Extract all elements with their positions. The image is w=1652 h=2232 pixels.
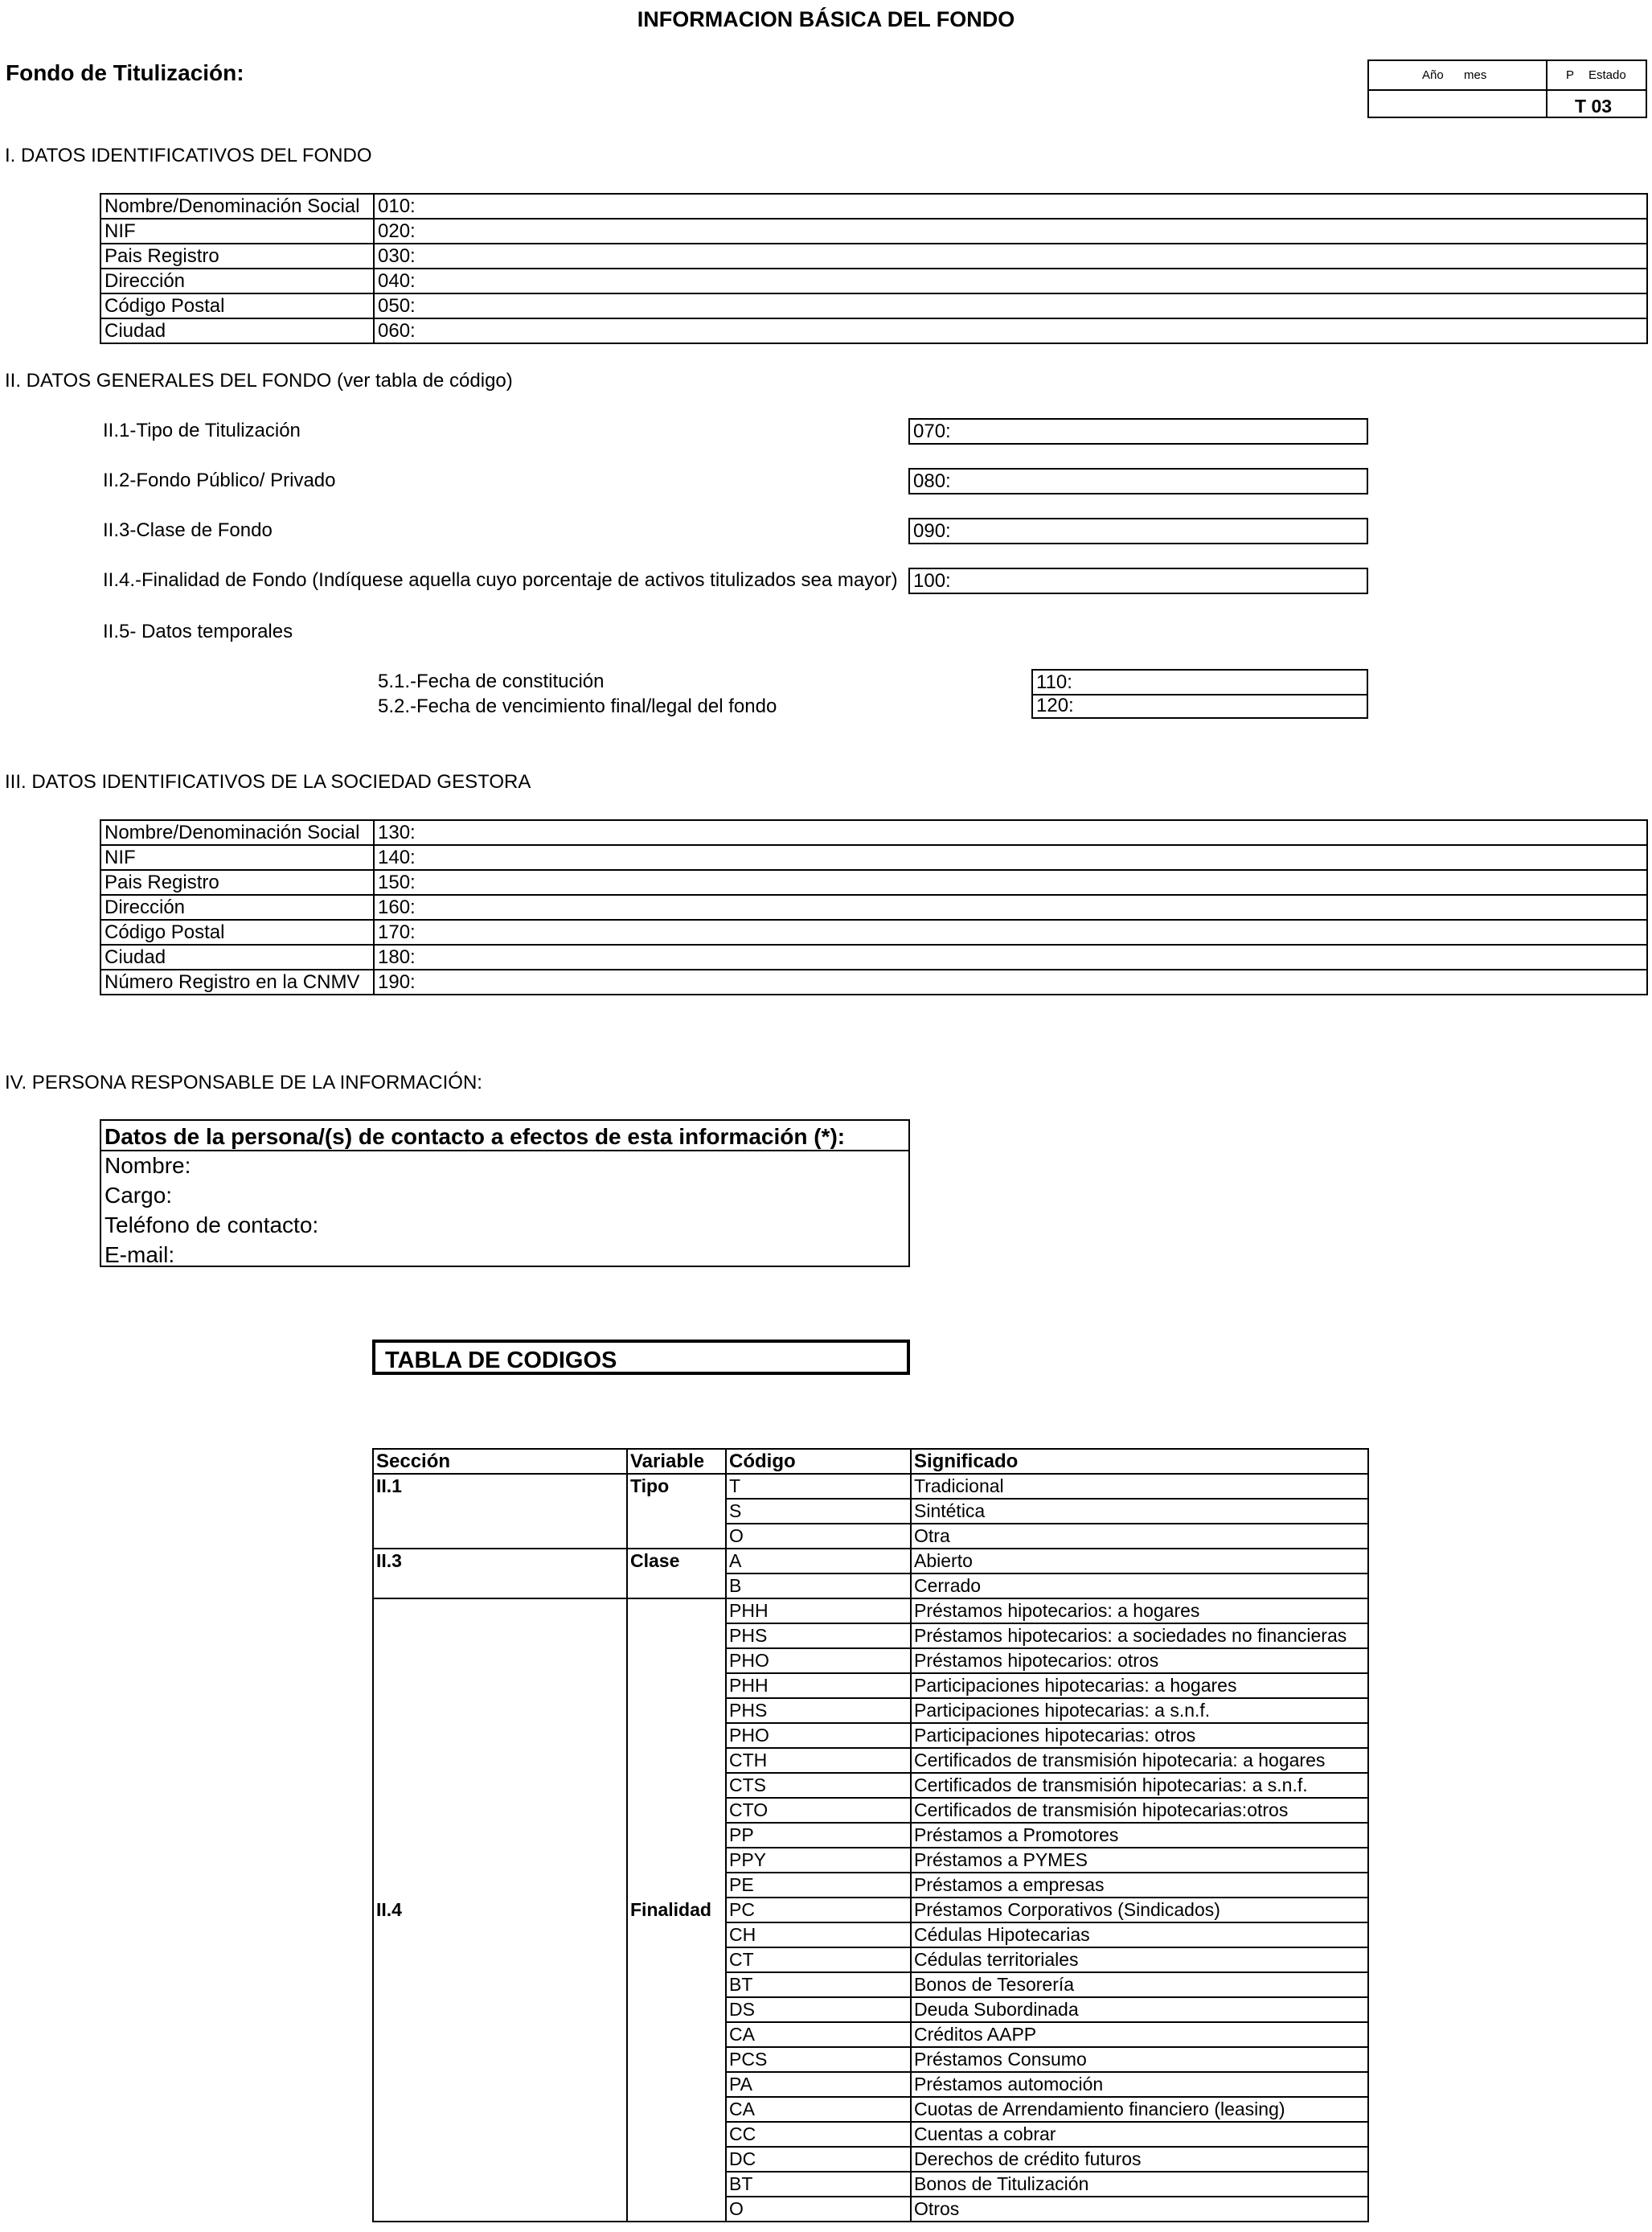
codes-row <box>373 1598 1368 1623</box>
codes-meaning-cell: Préstamos a empresas <box>911 1873 1368 1898</box>
fund-field-label: NIF <box>100 219 374 244</box>
codes-code-cell: BT <box>726 2172 911 2197</box>
page-title: INFORMACION BÁSICA DEL FONDO <box>637 7 1015 31</box>
codes-code-cell: O <box>726 2197 911 2222</box>
codes-meaning-cell: Certificados de transmisión hipotecaria: a hogares <box>911 1748 1368 1773</box>
codes-header-cell: Significado <box>911 1449 1368 1474</box>
codes-code-cell: T <box>726 1474 911 1499</box>
fund-field-value-field[interactable]: 060: <box>374 318 1647 343</box>
manager-field-label: Ciudad <box>100 945 374 970</box>
fund-field-value-field[interactable]: 020: <box>374 219 1647 244</box>
codes-meaning-cell: Préstamos a Promotores <box>911 1823 1368 1848</box>
contact-box <box>100 1119 910 1267</box>
contact-phone-field[interactable]: Teléfono de contacto: <box>105 1212 319 1237</box>
codes-table-title: TABLA DE CODIGOS <box>372 1340 910 1375</box>
fund-identification-table <box>100 193 1648 344</box>
codes-code-cell: CTO <box>726 1798 911 1823</box>
manager-field-label: NIF <box>100 845 374 870</box>
codes-meaning-cell: Cédulas Hipotecarias <box>911 1922 1368 1947</box>
fund-field-row <box>100 318 1647 343</box>
codes-meaning-cell: Préstamos Corporativos (Sindicados) <box>911 1898 1368 1922</box>
codes-code-cell: CT <box>726 1947 911 1972</box>
section-4-heading: IV. PERSONA RESPONSABLE DE LA INFORMACIÓN: <box>5 1072 482 1093</box>
codes-code-cell: PCS <box>726 2047 911 2072</box>
fund-field-row <box>100 269 1647 293</box>
fund-field-value-field[interactable]: 050: <box>374 293 1647 318</box>
manager-field-row <box>100 845 1647 870</box>
codes-code-cell: BT <box>726 1972 911 1997</box>
fund-field-row <box>100 219 1647 244</box>
codes-code-cell: PPY <box>726 1848 911 1873</box>
section-1-heading: I. DATOS IDENTIFICATIVOS DEL FONDO <box>5 145 372 166</box>
manager-field-label: Pais Registro <box>100 870 374 895</box>
codes-meaning-cell: Préstamos a PYMES <box>911 1848 1368 1873</box>
period-status-box <box>1367 59 1647 118</box>
codes-row <box>373 1474 1368 1499</box>
manager-field-value-field[interactable]: 190: <box>374 970 1647 995</box>
codes-meaning-cell: Préstamos hipotecarios: otros <box>911 1648 1368 1673</box>
codes-table <box>372 1448 1369 2222</box>
codes-code-cell: PHH <box>726 1673 911 1698</box>
general-item-label: II.2-Fondo Público/ Privado <box>103 470 336 491</box>
codes-header-cell: Código <box>726 1449 911 1474</box>
codes-code-cell: CTH <box>726 1748 911 1773</box>
codes-code-cell: CA <box>726 2097 911 2122</box>
fund-field-label: Pais Registro <box>100 244 374 269</box>
codes-code-cell: PHS <box>726 1698 911 1723</box>
codes-code-cell: B <box>726 1573 911 1598</box>
codes-code-cell: DC <box>726 2147 911 2172</box>
fund-field-value-field[interactable]: 040: <box>374 269 1647 293</box>
codes-meaning-cell: Cuentas a cobrar <box>911 2122 1368 2147</box>
general-item-field[interactable]: 080: <box>908 468 1368 494</box>
codes-meaning-cell: Abierto <box>911 1549 1368 1573</box>
codes-meaning-cell: Cédulas territoriales <box>911 1947 1368 1972</box>
ano-label: Año <box>1422 68 1444 82</box>
general-item-field[interactable]: 100: <box>908 568 1368 594</box>
manager-field-label: Código Postal <box>100 920 374 945</box>
manager-field-row <box>100 970 1647 995</box>
codes-section-cell: II.1 <box>373 1474 627 1549</box>
section-3-heading: III. DATOS IDENTIFICATIVOS DE LA SOCIEDAD GESTORA <box>5 771 531 793</box>
codes-header-row <box>373 1449 1368 1474</box>
codes-code-cell: PHO <box>726 1723 911 1748</box>
codes-code-cell: CH <box>726 1922 911 1947</box>
codes-code-cell: CTS <box>726 1773 911 1798</box>
fondo-label: Fondo de Titulización: <box>6 60 244 85</box>
manager-field-row <box>100 945 1647 970</box>
manager-identification-table <box>100 819 1648 995</box>
codes-code-cell: CA <box>726 2022 911 2047</box>
codes-meaning-cell: Participaciones hipotecarias: otros <box>911 1723 1368 1748</box>
fund-field-value-field[interactable]: 010: <box>374 194 1647 219</box>
codes-code-cell: PC <box>726 1898 911 1922</box>
codes-code-cell: PP <box>726 1823 911 1848</box>
codes-variable-cell: Finalidad <box>627 1598 726 2222</box>
codes-meaning-cell: Otros <box>911 2197 1368 2222</box>
estado-label: Estado <box>1588 68 1626 82</box>
codes-code-cell: PHH <box>726 1598 911 1623</box>
codes-meaning-cell: Préstamos Consumo <box>911 2047 1368 2072</box>
codes-meaning-cell: Certificados de transmisión hipotecarias:otros <box>911 1798 1368 1823</box>
codes-code-cell: S <box>726 1499 911 1524</box>
fund-field-row <box>100 293 1647 318</box>
codes-meaning-cell: Préstamos hipotecarios: a sociedades no financieras <box>911 1623 1368 1648</box>
codes-code-cell: PA <box>726 2072 911 2097</box>
codes-meaning-cell: Derechos de crédito futuros <box>911 2147 1368 2172</box>
section-2-heading: II. DATOS GENERALES DEL FONDO (ver tabla de código) <box>5 370 513 392</box>
codes-meaning-cell: Créditos AAPP <box>911 2022 1368 2047</box>
codes-meaning-cell: Participaciones hipotecarias: a hogares <box>911 1673 1368 1698</box>
temporal-label: II.5- Datos temporales <box>103 621 293 642</box>
manager-field-value-field[interactable]: 160: <box>374 895 1647 920</box>
codes-code-cell: A <box>726 1549 911 1573</box>
codes-meaning-cell: Deuda Subordinada <box>911 1997 1368 2022</box>
manager-field-value-field[interactable]: 130: <box>374 820 1647 845</box>
fund-field-label: Código Postal <box>100 293 374 318</box>
codes-variable-cell: Clase <box>627 1549 726 1598</box>
general-item-label: II.1-Tipo de Titulización <box>103 420 301 441</box>
codes-meaning-cell: Participaciones hipotecarias: a s.n.f. <box>911 1698 1368 1723</box>
codes-header-cell: Variable <box>627 1449 726 1474</box>
contact-position-field[interactable]: Cargo: <box>105 1183 173 1208</box>
general-item-field[interactable]: 070: <box>908 418 1368 445</box>
manager-field-value-field[interactable]: 180: <box>374 945 1647 970</box>
codes-meaning-cell: Cuotas de Arrendamiento financiero (leasing) <box>911 2097 1368 2122</box>
p-label: P <box>1566 68 1575 82</box>
codes-meaning-cell: Préstamos hipotecarios: a hogares <box>911 1598 1368 1623</box>
codes-variable-cell: Tipo <box>627 1474 726 1549</box>
fund-field-row <box>100 194 1647 219</box>
temporal-item-field[interactable]: 120: <box>1031 694 1368 719</box>
manager-field-value-field[interactable]: 150: <box>374 870 1647 895</box>
general-item-label: II.3-Clase de Fondo <box>103 519 273 541</box>
codes-meaning-cell: Cerrado <box>911 1573 1368 1598</box>
manager-field-row <box>100 895 1647 920</box>
codes-meaning-cell: Tradicional <box>911 1474 1368 1499</box>
manager-field-row <box>100 870 1647 895</box>
fund-field-value-field[interactable]: 030: <box>374 244 1647 269</box>
codes-meaning-cell: Certificados de transmisión hipotecarias: a s.n.f. <box>911 1773 1368 1798</box>
status-value: T 03 <box>1575 96 1613 117</box>
contact-name-field[interactable]: Nombre: <box>105 1153 191 1178</box>
manager-field-label: Dirección <box>100 895 374 920</box>
codes-meaning-cell: Bonos de Tesorería <box>911 1972 1368 1997</box>
mes-label: mes <box>1464 68 1487 82</box>
manager-field-label: Número Registro en la CNMV <box>100 970 374 995</box>
codes-section-cell: II.3 <box>373 1549 627 1598</box>
codes-code-cell: PHS <box>726 1623 911 1648</box>
temporal-item-label: 5.2.-Fecha de vencimiento final/legal del fondo <box>378 695 777 717</box>
codes-code-cell: PHO <box>726 1648 911 1673</box>
contact-header: Datos de la persona/(s) de contacto a efectos de esta información (*): <box>105 1124 846 1149</box>
codes-code-cell: PE <box>726 1873 911 1898</box>
manager-field-label: Nombre/Denominación Social <box>100 820 374 845</box>
manager-field-row <box>100 820 1647 845</box>
codes-code-cell: O <box>726 1524 911 1549</box>
general-item-label: II.4.-Finalidad de Fondo (Indíquese aquella cuyo porcentaje de activos titulizados sea mayor) <box>103 569 898 591</box>
temporal-item-field[interactable]: 110: <box>1031 669 1368 695</box>
codes-row <box>373 1549 1368 1573</box>
fund-field-label: Dirección <box>100 269 374 293</box>
codes-meaning-cell: Otra <box>911 1524 1368 1549</box>
codes-meaning-cell: Préstamos automoción <box>911 2072 1368 2097</box>
temporal-item-label: 5.1.-Fecha de constitución <box>378 671 605 692</box>
fund-field-row <box>100 244 1647 269</box>
codes-meaning-cell: Bonos de Titulización <box>911 2172 1368 2197</box>
contact-email-field[interactable]: E-mail: <box>105 1242 175 1267</box>
fund-field-label: Nombre/Denominación Social <box>100 194 374 219</box>
manager-field-row <box>100 920 1647 945</box>
codes-header-cell: Sección <box>373 1449 627 1474</box>
fund-field-label: Ciudad <box>100 318 374 343</box>
general-item-field[interactable]: 090: <box>908 518 1368 544</box>
codes-code-cell: DS <box>726 1997 911 2022</box>
manager-field-value-field[interactable]: 170: <box>374 920 1647 945</box>
codes-code-cell: CC <box>726 2122 911 2147</box>
codes-meaning-cell: Sintética <box>911 1499 1368 1524</box>
codes-section-cell: II.4 <box>373 1598 627 2222</box>
manager-field-value-field[interactable]: 140: <box>374 845 1647 870</box>
